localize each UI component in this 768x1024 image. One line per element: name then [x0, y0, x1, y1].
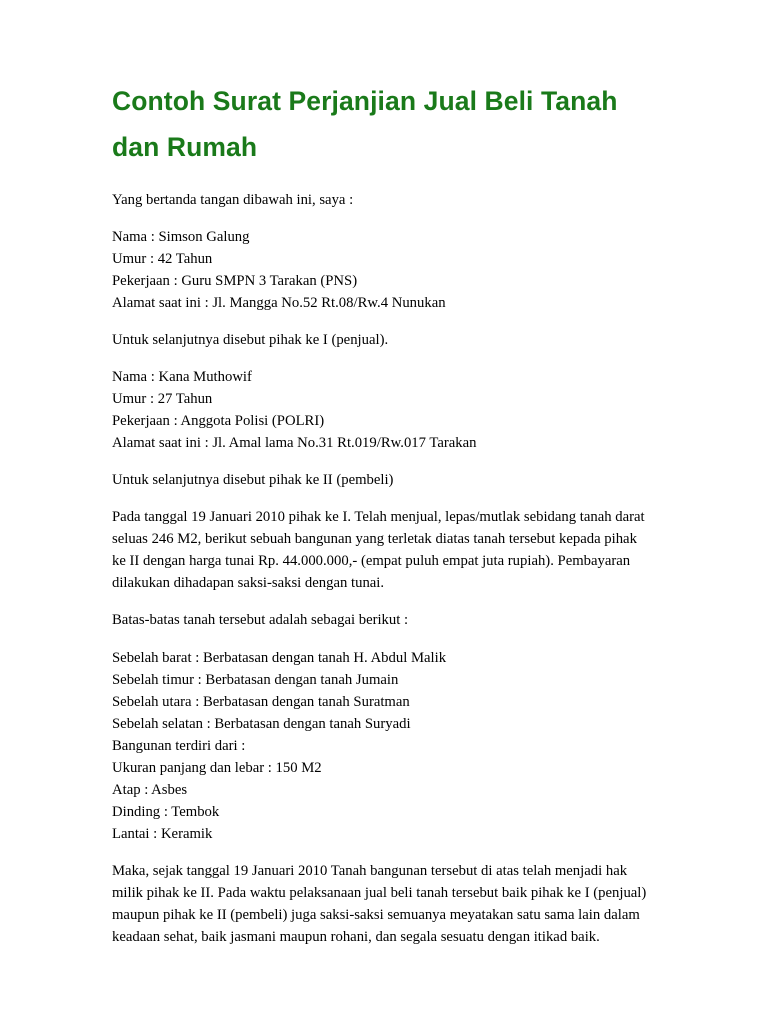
paragraph-intro — [112, 189, 652, 211]
text-line: Bangunan terdiri dari : — [112, 737, 246, 754]
text-line: Atap : Asbes — [112, 781, 188, 798]
paragraph-party-one-details — [112, 226, 652, 314]
paragraph-agreement-paragraph — [112, 506, 648, 594]
text-line: Batas-batas tanah tersebut adalah sebagai berikut : — [112, 612, 409, 629]
text-line: Untuk selanjutnya disebut pihak ke II (pembeli) — [112, 472, 394, 489]
text-line: Pekerjaan : Guru SMPN 3 Tarakan (PNS) — [112, 272, 358, 289]
paragraph-party-two-details — [112, 366, 652, 454]
paragraph-party-one-label — [112, 329, 652, 351]
paragraph-boundaries-details — [112, 647, 652, 845]
text-line: Nama : Kana Muthowif — [112, 369, 252, 386]
text-line: Maka, sejak tanggal 19 Januari 2010 Tanah bangunan tersebut di atas telah menjadi hak milik pihak ke II. Pada waktu pelaksanaan jual beli tanah tersebut baik pihak ke I (penjual) maupun pihak ke II (pembeli) juga saksi-saksi semuanya meyatakan satu sama lain dalam keadaan sehat, baik jasmani maupun rohani, dan segala sesuatu dengan itikad baik. — [112, 862, 650, 946]
text-line: Sebelah barat : Berbatasan dengan tanah H. Abdul Malik — [112, 649, 447, 666]
text-line: Alamat saat ini : Jl. Mangga No.52 Rt.08/Rw.4 Nunukan — [112, 294, 446, 311]
text-line: Untuk selanjutnya disebut pihak ke I (penjual). — [112, 331, 389, 348]
text-line: Pada tanggal 19 Januari 2010 pihak ke I. Telah menjual, lepas/mutlak sebidang tanah darat seluas 246 M2, berikut sebuah bangunan yang terletak diatas tanah tersebut kepada pihak ke II dengan harga tunai Rp. 44.000.000,- (empat puluh empat juta rupiah). Pembayaran dilakukan dihadapan saksi-saksi dengan tunai. — [112, 509, 649, 592]
text-line: Ukuran panjang dan lebar : 150 M2 — [112, 759, 322, 776]
text-line: Dinding : Tembok — [112, 803, 220, 820]
text-line: Umur : 42 Tahun — [112, 250, 213, 267]
text-line: Yang bertanda tangan dibawah ini, saya : — [112, 191, 354, 208]
text-line: Sebelah utara : Berbatasan dengan tanah Suratman — [112, 693, 410, 710]
text-line: Sebelah timur : Berbatasan dengan tanah Jumain — [112, 671, 399, 688]
paragraph-boundaries-intro — [112, 609, 652, 631]
text-line: Umur : 27 Tahun — [112, 391, 213, 408]
paragraph-closing-paragraph — [112, 860, 648, 948]
text-line: Lantai : Keramik — [112, 825, 213, 842]
text-line: Pekerjaan : Anggota Polisi (POLRI) — [112, 413, 325, 430]
document-body — [112, 189, 656, 948]
text-line: Alamat saat ini : Jl. Amal lama No.31 Rt.019/Rw.017 Tarakan — [112, 435, 477, 452]
text-line: Sebelah selatan : Berbatasan dengan tanah Suryadi — [112, 715, 411, 732]
paragraph-party-two-label — [112, 469, 652, 491]
page-title: Contoh Surat Perjanjian Jual Beli Tanah dan Rumah — [112, 86, 618, 163]
text-line: Nama : Simson Galung — [112, 228, 250, 245]
